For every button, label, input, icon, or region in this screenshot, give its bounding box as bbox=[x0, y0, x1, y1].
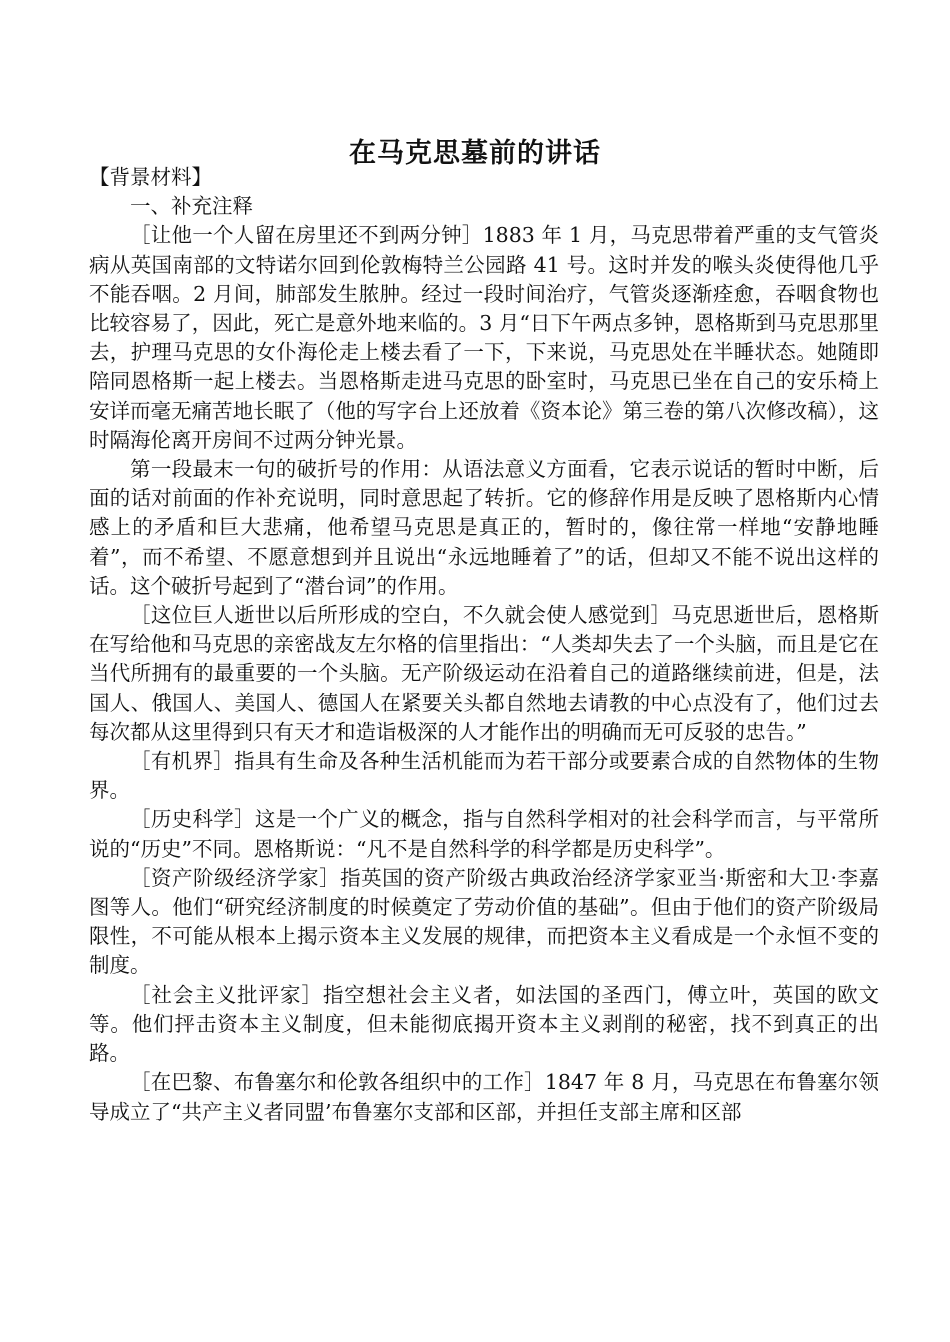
paragraph-annotation-historical-science: ［历史科学］这是一个广义的概念，指与自然科学相对的社会科学而言，与平常所说的“历史”不同。恩格斯说：“凡不是自然科学的科学都是历史科学”。 bbox=[89, 807, 879, 861]
paragraph-dash-analysis: 第一段最末一句的破折号的作用：从语法意义方面看，它表示说话的暂时中断，后面的话对前面的作补充说明，同时意思起了转折。它的修辞作用是反映了恩格斯内心情感上的矛盾和巨大悲痛，他希望马克思是真正的，暂时的，像往常一样地“安静地睡着”，而不希望、不愿意想到并且说出“永远地睡着了”的话，但却又不能不说出这样的话。这个破折号起到了“潜台词”的作用。 bbox=[89, 457, 879, 598]
subsection-heading: 一、补充注释 bbox=[130, 194, 253, 219]
paragraph-annotation-death: ［让他一个人留在房里还不到两分钟］1883 年 1 月，马克思带着严重的支气管炎病从英国南部的文特诺尔回到伦敦梅特兰公园路 41 号。这时并发的喉头炎使得他几乎不能吞咽。2 月间，肺部发生脓肿。经过一段时间治疗，气管炎逐渐痊愈，吞咽食物也比较容易了，因此，死亡是意外地来临的。3 月“日下午两点多钟，恩格斯到马克思那里去，护理马克思的女仆海伦走上楼去看了一下，下来说，马克思处在半睡状态。她随即陪同恩格斯一起上楼去。当恩格斯走进马克思的卧室时，马克思已坐在自己的安乐椅上安详而毫无痛苦地长眠了（他的写字台上还放着《资本论》第三卷的第八次修改稿），这时隔海伦离开房间不过两分钟光景。 bbox=[89, 223, 879, 452]
paragraph-annotation-bourgeois-economists: ［资产阶级经济学家］指英国的资产阶级古典政治经济学家亚当·斯密和大卫·李嘉图等人。他们“研究经济制度的时候奠定了劳动价值的基础”。但由于他们的资产阶级局限性，不可能从根本上揭示资本主义发展的规律，而把资本主义看成是一个永恒不变的制度。 bbox=[89, 865, 879, 978]
paragraph-annotation-organic-world: ［有机界］指具有生命及各种生活机能而为若干部分或要素合成的自然物体的生物界。 bbox=[89, 749, 879, 803]
paragraph-annotation-giant: ［这位巨人逝世以后所形成的空白，不久就会使人感觉到］马克思逝世后，恩格斯在写给他和马克思的亲密战友左尔格的信里指出：“人类却失去了一个头脑，而且是它在当代所拥有的最重要的一个头脑。无产阶级运动在沿着自己的道路继续前进，但是，法国人、俄国人、美国人、德国人在紧要关头都自然地去请教的中心点没有了，他们过去每次都从这里得到只有天才和造诣极深的人才能作出的明确而无可反驳的忠告。” bbox=[89, 603, 879, 744]
section-label: 【背景材料】 bbox=[89, 165, 212, 189]
paragraph-annotation-organizations: ［在巴黎、布鲁塞尔和伦敦各组织中的工作］1847 年 8 月，马克思在布鲁塞尔领导成立了“共产主义者同盟’布鲁塞尔支部和区部，并担任支部主席和区部 bbox=[89, 1070, 879, 1124]
document-body bbox=[89, 163, 879, 1127]
paragraph-annotation-socialist-critics: ［社会主义批评家］指空想社会主义者，如法国的圣西门，傅立叶，英国的欧文等。他们抨击资本主义制度，但未能彻底揭开资本主义剥削的秘密，找不到真正的出路。 bbox=[89, 982, 879, 1066]
document-title: 在马克思墓前的讲话 bbox=[349, 138, 601, 170]
